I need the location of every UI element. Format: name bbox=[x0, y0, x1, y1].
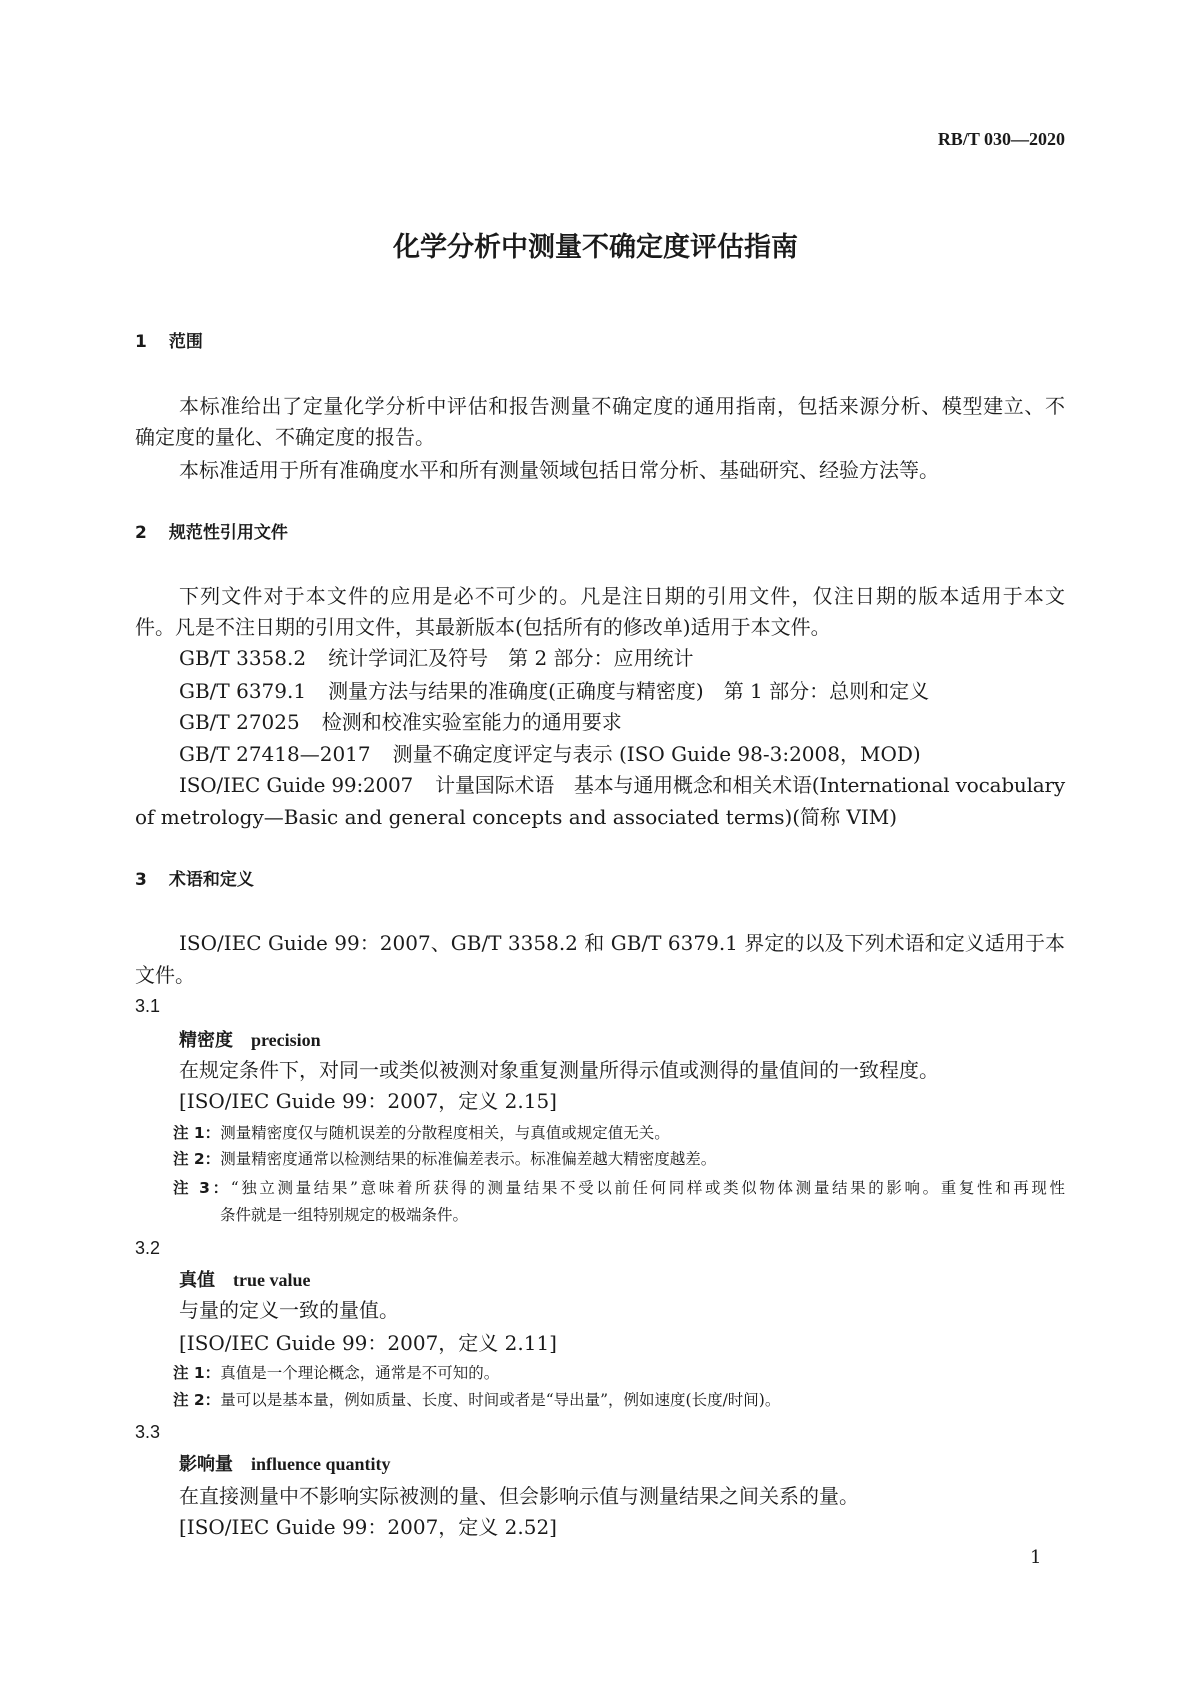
section-number: 3 bbox=[135, 870, 147, 890]
term-source: [ISO/IEC Guide 99：2007，定义 2.11] bbox=[179, 1331, 557, 1355]
reference-title: 测量不确定度评定与表示 (ISO Guide 98-3:2008，MOD) bbox=[392, 742, 921, 766]
reference-title: 测量方法与结果的准确度(正确度与精密度) 第 1 部分：总则和定义 bbox=[328, 679, 930, 703]
note-label: 注 1： bbox=[173, 1364, 221, 1382]
reference-item bbox=[179, 679, 929, 703]
term-number: 3.1 bbox=[135, 996, 161, 1016]
term-en: true value bbox=[233, 1270, 311, 1290]
reference-title: 检测和校准实验室能力的通用要求 bbox=[321, 710, 622, 734]
term-heading bbox=[179, 1451, 391, 1477]
note-label: 注 2： bbox=[173, 1391, 221, 1409]
paragraph-line: 确定度的量化、不确定度的报告。 bbox=[135, 425, 435, 449]
paragraph-line: 件。凡是不注日期的引用文件，其最新版本(包括所有的修改单)适用于本文件。 bbox=[135, 615, 831, 639]
paragraph-line: 文件。 bbox=[135, 963, 195, 987]
term-zh: 影响量 bbox=[179, 1454, 233, 1475]
page-title: 化学分析中测量不确定度评估指南 bbox=[393, 232, 798, 263]
note-text: “独立测量结果”意味着所获得的测量结果不受以前任何同样或类似物体测量结果的影响。重复性和再现性 bbox=[230, 1179, 1065, 1197]
note-text: 测量精密度仅与随机误差的分散程度相关，与真值或规定值无关。 bbox=[220, 1124, 670, 1142]
note bbox=[173, 1178, 1065, 1198]
reference-code: GB/T 3358.2 bbox=[179, 646, 307, 670]
paragraph-line: 下列文件对于本文件的应用是必不可少的。凡是注日期的引用文件，仅注日期的版本适用于本文 bbox=[179, 584, 1065, 608]
term-en: precision bbox=[251, 1030, 321, 1050]
term-definition: 在直接测量中不影响实际被测的量、但会影响示值与测量结果之间关系的量。 bbox=[179, 1484, 859, 1508]
note-text: 真值是一个理论概念，通常是不可知的。 bbox=[220, 1364, 500, 1382]
reference-item bbox=[179, 742, 921, 766]
reference-item bbox=[179, 773, 1065, 797]
reference-title: 计量国际术语 基本与通用概念和相关术语(International vocabulary bbox=[435, 773, 1065, 797]
reference-code: ISO/IEC Guide 99:2007 bbox=[179, 773, 414, 797]
term-source: [ISO/IEC Guide 99：2007，定义 2.52] bbox=[179, 1515, 557, 1539]
reference-title: 统计学词汇及符号 第 2 部分：应用统计 bbox=[328, 646, 694, 670]
section-3-heading bbox=[135, 868, 254, 892]
reference-item bbox=[179, 710, 622, 734]
term-definition: 与量的定义一致的量值。 bbox=[179, 1298, 399, 1322]
term-number: 3.3 bbox=[135, 1422, 161, 1442]
page-number: 1 bbox=[1030, 1547, 1042, 1568]
term-heading bbox=[179, 1267, 310, 1293]
note bbox=[173, 1390, 780, 1410]
section-2-heading bbox=[135, 521, 288, 545]
section-number: 1 bbox=[135, 332, 147, 352]
document-code: RB/T 030—2020 bbox=[937, 129, 1065, 149]
section-number: 2 bbox=[135, 523, 147, 543]
note-label: 注 3： bbox=[173, 1179, 231, 1197]
term-zh: 精密度 bbox=[179, 1030, 233, 1051]
paragraph-line: ISO/IEC Guide 99：2007、GB/T 3358.2 和 GB/T 6379.1 界定的以及下列术语和定义适用于本 bbox=[179, 931, 1065, 955]
section-1-heading bbox=[135, 330, 203, 354]
note bbox=[173, 1123, 670, 1143]
reference-item bbox=[179, 646, 694, 670]
note-continuation: 条件就是一组特别规定的极端条件。 bbox=[220, 1206, 469, 1224]
note bbox=[173, 1149, 716, 1169]
note-label: 注 1： bbox=[173, 1124, 221, 1142]
reference-code: GB/T 27418—2017 bbox=[179, 742, 371, 766]
paragraph-line: 本标准适用于所有准确度水平和所有测量领域包括日常分析、基础研究、经验方法等。 bbox=[179, 458, 939, 482]
paragraph-line: 本标准给出了定量化学分析中评估和报告测量不确定度的通用指南，包括来源分析、模型建立、不 bbox=[179, 394, 1065, 418]
term-zh: 真值 bbox=[179, 1270, 215, 1291]
section-title: 范围 bbox=[168, 332, 203, 352]
note-text: 量可以是基本量，例如质量、长度、时间或者是“导出量”，例如速度(长度/时间)。 bbox=[220, 1391, 781, 1409]
term-number: 3.2 bbox=[135, 1238, 161, 1258]
note-text: 测量精密度通常以检测结果的标准偏差表示。标准偏差越大精密度越差。 bbox=[220, 1150, 717, 1168]
section-title: 术语和定义 bbox=[168, 870, 254, 890]
note-label: 注 2： bbox=[173, 1150, 221, 1168]
term-en: influence quantity bbox=[251, 1454, 391, 1474]
term-heading bbox=[179, 1027, 321, 1053]
term-source: [ISO/IEC Guide 99：2007，定义 2.15] bbox=[179, 1089, 557, 1113]
section-title: 规范性引用文件 bbox=[168, 523, 288, 543]
reference-code: GB/T 27025 bbox=[179, 710, 300, 734]
note bbox=[173, 1363, 499, 1383]
term-definition: 在规定条件下，对同一或类似被测对象重复测量所得示值或测得的量值间的一致程度。 bbox=[179, 1058, 939, 1082]
reference-code: GB/T 6379.1 bbox=[179, 679, 307, 703]
reference-continuation: of metrology—Basic and general concepts and associated terms)(简称 VIM) bbox=[135, 805, 898, 829]
